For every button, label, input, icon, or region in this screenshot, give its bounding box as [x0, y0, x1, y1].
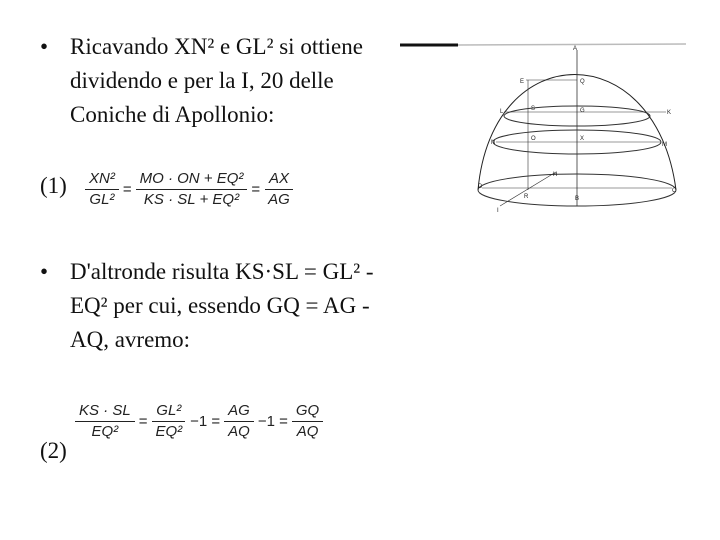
fraction: $\frac{GQ}{AQ}$: [292, 402, 323, 441]
operator: =: [138, 413, 148, 430]
fraction: $\frac{AG}{AQ}$: [224, 402, 254, 441]
fraction: $\frac{\text{MO · ON + EQ²}}{\text{KS · SL + EQ²}}$: [136, 170, 248, 209]
diagram-label: N: [491, 140, 496, 146]
fraction: $\frac{\text{GL²}}{\text{EQ²}}$: [151, 402, 186, 441]
diagram-label: B: [575, 196, 580, 202]
bullet-1: [40, 30, 380, 132]
diagram-label: S: [531, 106, 536, 112]
diagram-label: X: [580, 136, 585, 142]
diagram-label: R: [524, 194, 529, 200]
bullet-marker: •: [40, 34, 49, 59]
bullet-text: Ricavando XN² e GL² si ottiene dividendo e per la I, 20 delle Coniche di Apollonio:: [70, 34, 363, 127]
equation-2-label: (2): [40, 438, 67, 463]
equation-2: [75, 402, 323, 441]
diagram-label: A: [573, 46, 578, 52]
fraction: $\frac{\text{XN²}}{\text{GL²}}$: [85, 170, 119, 209]
operator: −1 =: [190, 413, 221, 430]
equation-1-label: (1): [40, 173, 67, 198]
diagram-label: M: [662, 142, 667, 148]
fraction: $\frac{AX}{AG}$: [264, 170, 294, 209]
diagram-label: E: [520, 79, 525, 85]
diagram-label: I: [497, 208, 499, 214]
top-rule-faint: [458, 44, 686, 45]
diagram-label: O: [531, 136, 536, 142]
operator: =: [251, 181, 261, 198]
operator: −1 =: [257, 413, 288, 430]
diagram-label: C: [672, 188, 677, 194]
equation-1: [85, 170, 294, 209]
diagram-label: H: [553, 172, 558, 178]
paraboloid-diagram: [396, 40, 686, 220]
operator: =: [122, 181, 132, 198]
bullet-text: D'altronde risulta KS·SL = GL² - EQ² per cui, essendo GQ = AG - AQ, avremo:: [70, 259, 374, 352]
diagram-label: D: [478, 184, 483, 190]
diagram-label: Q: [580, 79, 585, 85]
diagram-label: L: [500, 109, 504, 115]
diagram-label: G: [580, 108, 585, 114]
bullet-2: [40, 255, 380, 357]
diagram-label: K: [667, 110, 672, 116]
bullet-marker: •: [40, 259, 49, 284]
fraction: $\frac{KS \cdot SL}{\text{EQ²}}$: [75, 402, 135, 441]
